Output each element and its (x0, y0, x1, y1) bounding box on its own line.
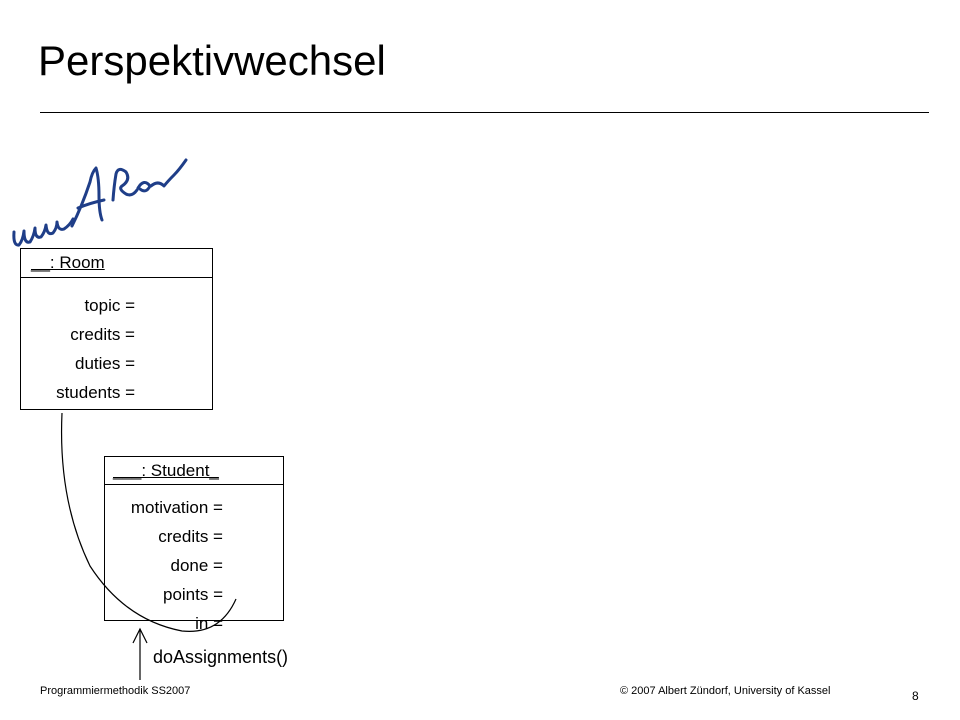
room-attr-credits: credits = (70, 325, 135, 344)
room-attribute-list (56, 291, 135, 407)
handwritten-annotation (14, 160, 186, 245)
message-label: doAssignments() (153, 647, 289, 667)
page-number: 8 (912, 689, 919, 703)
student-attr-credits: credits = (158, 527, 223, 546)
student-object-name: ___: Student_ (113, 461, 219, 480)
student-attr-in: in = (195, 614, 223, 633)
footer-copyright: © 2007 Albert Zündorf, University of Kassel (620, 685, 831, 697)
room-object-box (20, 248, 213, 410)
student-attribute-list (131, 493, 223, 638)
room-object-name: __: Room (31, 253, 105, 272)
handwriting-letter-r (113, 169, 137, 200)
footer-course: Programmiermethodik SS2007 (40, 685, 191, 697)
room-attr-topic: topic = (84, 296, 135, 315)
student-attr-motivation: motivation = (130, 498, 223, 517)
title-divider (40, 112, 929, 113)
student-object-box (104, 456, 284, 633)
student-attr-points: points = (162, 585, 223, 604)
room-attr-duties: duties = (74, 354, 135, 373)
room-object-header (21, 249, 212, 278)
handwriting-letters-oom (138, 160, 186, 191)
room-attr-students: students = (56, 383, 135, 402)
slide-title: Perspektivwechsel (38, 37, 386, 84)
student-attr-done: done = (170, 556, 223, 575)
student-object-header (105, 457, 283, 485)
handwriting-scribble-left (14, 219, 73, 245)
handwriting-letter-a (72, 168, 104, 226)
